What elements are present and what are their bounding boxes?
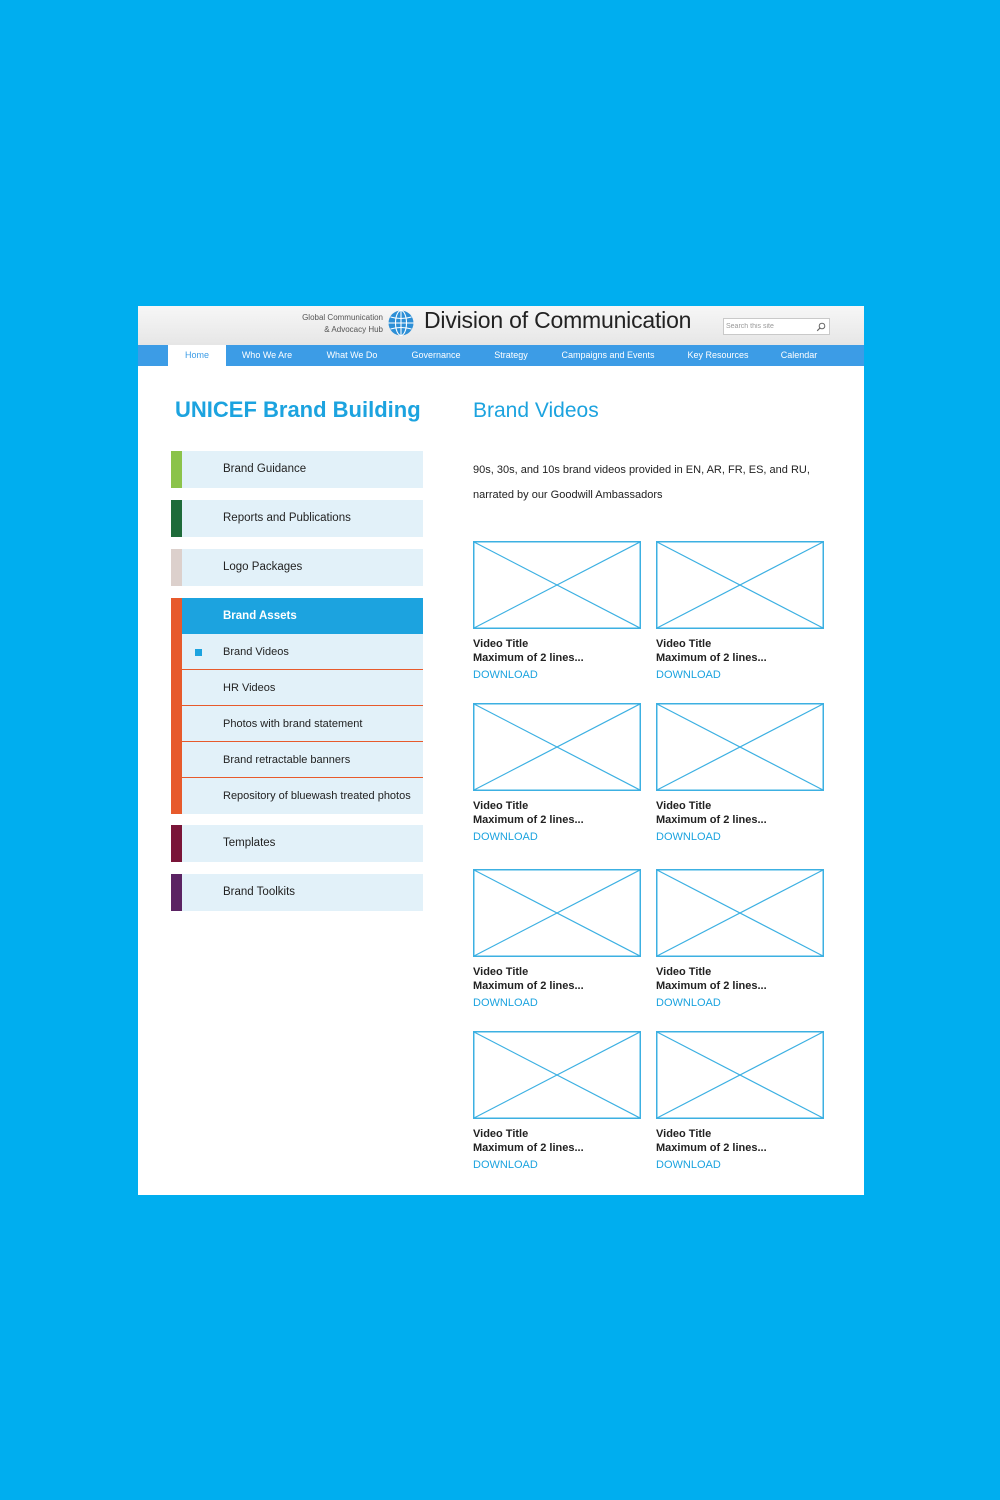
main-nav	[138, 345, 864, 366]
video-title: Video Title	[473, 638, 529, 650]
sidebar-subitem-label: HR Videos	[223, 682, 276, 694]
hub-name	[288, 312, 383, 336]
video-placeholder-icon[interactable]	[473, 1031, 641, 1119]
page-window	[138, 306, 864, 1195]
nav-key-resources[interactable]: Key Resources	[687, 350, 749, 360]
sidebar-subitem-label: Brand retractable banners	[223, 754, 351, 766]
sidebar-group-brand-assets	[171, 598, 423, 814]
sidebar-subitem-label: Photos with brand statement	[223, 718, 363, 730]
sidebar-item-brand-guidance[interactable]	[171, 451, 423, 488]
sidebar-subitem-brand-retractable-banners[interactable]	[182, 742, 423, 778]
video-title: Video Title	[656, 1128, 712, 1140]
hub-name-line1: Global Communication	[302, 313, 383, 322]
video-subtitle: Maximum of 2 lines...	[473, 652, 584, 664]
sidebar-item-brand-assets[interactable]	[182, 598, 423, 634]
video-card	[473, 703, 643, 843]
video-card	[473, 869, 643, 1009]
video-card	[656, 541, 826, 681]
video-title: Video Title	[656, 638, 712, 650]
sidebar-color-bar	[171, 874, 182, 911]
sidebar-item-label: Brand Guidance	[223, 463, 307, 475]
video-card	[473, 541, 643, 681]
video-card	[656, 1031, 826, 1171]
sidebar-subitem-brand-videos[interactable]	[182, 634, 423, 670]
video-placeholder-icon[interactable]	[473, 541, 641, 629]
video-placeholder-icon[interactable]	[656, 541, 824, 629]
video-subtitle: Maximum of 2 lines...	[656, 652, 767, 664]
video-title: Video Title	[473, 1128, 529, 1140]
globe-icon	[387, 309, 415, 337]
download-link[interactable]: DOWNLOAD	[473, 1159, 538, 1171]
hub-name-line2: & Advocacy Hub	[324, 325, 383, 334]
nav-strategy[interactable]: Strategy	[494, 350, 528, 360]
video-title: Video Title	[473, 800, 529, 812]
sidebar-color-bar	[171, 451, 182, 488]
nav-calendar[interactable]: Calendar	[780, 350, 818, 360]
site-title: Division of Communication	[424, 307, 692, 333]
sidebar-item-label: Reports and Publications	[223, 512, 351, 524]
nav-campaigns-and-events[interactable]: Campaigns and Events	[561, 350, 655, 360]
sidebar-title: UNICEF Brand Building	[175, 397, 421, 422]
sidebar-subitem-bluewash-photos[interactable]	[182, 778, 423, 814]
site-header	[138, 306, 864, 345]
video-title: Video Title	[473, 966, 529, 978]
video-card	[656, 703, 826, 843]
sidebar-item-label: Logo Packages	[223, 561, 303, 573]
sidebar-color-bar	[171, 500, 182, 537]
video-subtitle: Maximum of 2 lines...	[473, 814, 584, 826]
search-box	[723, 318, 830, 335]
video-subtitle: Maximum of 2 lines...	[473, 1142, 584, 1154]
sidebar-item-logo-packages[interactable]	[171, 549, 423, 586]
video-card	[473, 1031, 643, 1171]
sidebar-item-label: Brand Toolkits	[223, 886, 296, 898]
page-title: Brand Videos	[473, 399, 599, 422]
video-placeholder-icon[interactable]	[656, 869, 824, 957]
sidebar-item-label: Brand Assets	[223, 610, 297, 622]
sidebar-item-reports-and-publications[interactable]	[171, 500, 423, 537]
active-marker-icon	[195, 649, 202, 656]
sidebar-color-bar	[171, 825, 182, 862]
video-title: Video Title	[656, 966, 712, 978]
search-icon[interactable]	[816, 322, 826, 332]
download-link[interactable]: DOWNLOAD	[473, 669, 538, 681]
sidebar-subitem-photos-with-brand-statement[interactable]	[182, 706, 423, 742]
video-placeholder-icon[interactable]	[473, 869, 641, 957]
download-link[interactable]: DOWNLOAD	[473, 831, 538, 843]
download-link[interactable]: DOWNLOAD	[656, 669, 721, 681]
download-link[interactable]: DOWNLOAD	[473, 997, 538, 1009]
video-placeholder-icon[interactable]	[473, 703, 641, 791]
video-card	[656, 869, 826, 1009]
video-subtitle: Maximum of 2 lines...	[656, 1142, 767, 1154]
download-link[interactable]: DOWNLOAD	[656, 831, 721, 843]
download-link[interactable]: DOWNLOAD	[656, 1159, 721, 1171]
video-placeholder-icon[interactable]	[656, 703, 824, 791]
sidebar-subitem-hr-videos[interactable]	[182, 670, 423, 706]
sidebar-color-bar	[171, 598, 182, 814]
video-placeholder-icon[interactable]	[656, 1031, 824, 1119]
nav-who-we-are[interactable]: Who We Are	[241, 350, 293, 360]
video-title: Video Title	[656, 800, 712, 812]
video-subtitle: Maximum of 2 lines...	[656, 980, 767, 992]
video-subtitle: Maximum of 2 lines...	[473, 980, 584, 992]
sidebar-subitem-label: Brand Videos	[223, 646, 289, 658]
nav-governance[interactable]: Governance	[411, 350, 461, 360]
sidebar-subitem-label: Repository of bluewash treated photos	[223, 790, 411, 802]
search-input[interactable]	[726, 320, 814, 333]
sidebar-color-bar	[171, 549, 182, 586]
download-link[interactable]: DOWNLOAD	[656, 997, 721, 1009]
sidebar-item-templates[interactable]	[171, 825, 423, 862]
nav-home[interactable]: Home	[168, 345, 226, 366]
sidebar-item-label: Templates	[223, 837, 276, 849]
page-description: 90s, 30s, and 10s brand videos provided in EN, AR, FR, ES, and RU, narrated by our Goodwill Ambassadors	[473, 464, 810, 501]
nav-what-we-do[interactable]: What We Do	[326, 350, 378, 360]
sidebar-item-brand-toolkits[interactable]	[171, 874, 423, 911]
video-subtitle: Maximum of 2 lines...	[656, 814, 767, 826]
